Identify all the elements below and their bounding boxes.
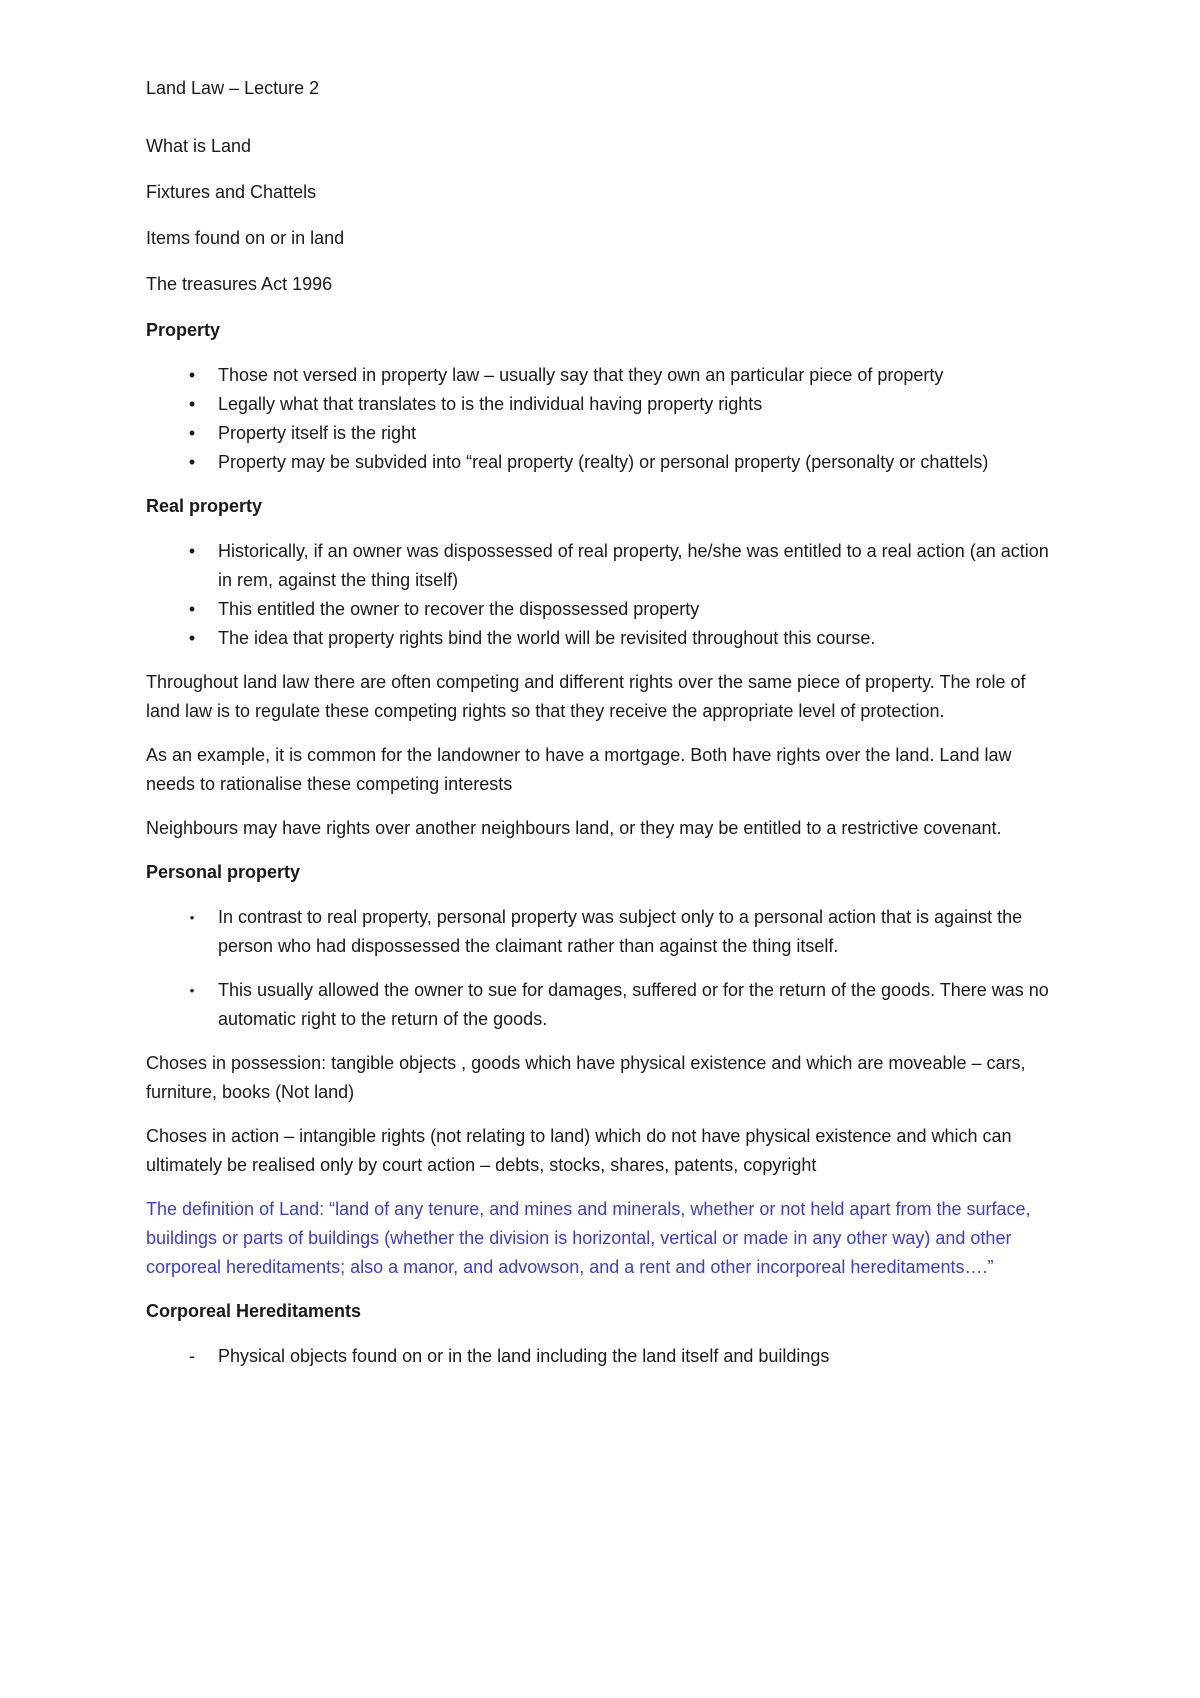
list-item: • The idea that property rights bind the world will be revisited throughout this course. — [146, 624, 1060, 653]
topic-what-is-land: What is Land — [146, 136, 252, 156]
paragraph-choses-in-possession: Choses in possession: tangible objects , goods which have physical existence and which are moveable – cars, furniture, books (Not land) — [146, 1053, 1026, 1102]
small-bullet-icon: • — [189, 983, 195, 998]
heading-real-property: Real property — [146, 496, 263, 516]
bullet-icon: • — [188, 394, 196, 414]
paragraph-neighbours: Neighbours may have rights over another neighbours land, or they may be entitled to a restrictive covenant. — [146, 818, 1002, 838]
topic-fixtures-chattels: Fixtures and Chattels — [146, 182, 317, 202]
paragraph-choses-in-action: Choses in action – intangible rights (not relating to land) which do not have physical existence and which can ultimately be realised only by court action – debts, stocks, shares, patents, copyright — [146, 1126, 1012, 1175]
property-bullet-list — [146, 361, 1060, 477]
land-definition-quote: The definition of Land: “land of any tenure, and mines and minerals, whether or not held apart from the surface, buildings or parts of buildings (whether the division is horizontal, vertical or made in any other way) and other corporeal hereditaments; also a manor, and advowson, and a rent and other incorporeal hereditaments….” — [146, 1199, 1031, 1277]
bullet-icon: • — [188, 599, 196, 619]
bullet-icon: • — [188, 628, 196, 648]
dash-icon: - — [189, 1346, 195, 1366]
list-item: • Property may be subvided into “real property (realty) or personal property (personalty or chattels) — [146, 448, 1060, 477]
paragraph-mortgage-example: As an example, it is common for the landowner to have a mortgage. Both have rights over the land. Land law needs to rationalise these competing interests — [146, 745, 1012, 794]
bullet-icon: • — [188, 541, 196, 561]
topic-items-found: Items found on or in land — [146, 228, 345, 248]
topic-treasures-act: The treasures Act 1996 — [146, 274, 333, 294]
list-item: • Those not versed in property law – usually say that they own an particular piece of property — [146, 361, 1060, 390]
list-item: • This entitled the owner to recover the dispossessed property — [146, 595, 1060, 624]
list-item: • This usually allowed the owner to sue for damages, suffered or for the return of the goods. There was no automatic right to the return of the goods. — [146, 976, 1060, 1034]
small-bullet-icon: • — [189, 910, 195, 925]
list-item: • Historically, if an owner was dispossessed of real property, he/she was entitled to a real action (an action in rem, against the thing itself) — [146, 537, 1060, 595]
real-property-bullet-list — [146, 537, 1060, 653]
paragraph-competing-rights: Throughout land law there are often competing and different rights over the same piece of property. The role of land law is to regulate these competing rights so that they receive the appropriate level of protection. — [146, 672, 1026, 721]
bullet-icon: • — [188, 365, 196, 385]
heading-property: Property — [146, 320, 221, 340]
heading-corporeal-hereditaments: Corporeal Hereditaments — [146, 1301, 362, 1321]
list-item: • Property itself is the right — [146, 419, 1060, 448]
list-item: • In contrast to real property, personal property was subject only to a personal action that is against the person who had dispossessed the claimant rather than against the thing itself. — [146, 903, 1060, 961]
corporeal-bullet-list — [146, 1342, 1060, 1371]
bullet-icon: • — [188, 452, 196, 472]
bullet-icon: • — [188, 423, 196, 443]
list-item: • Legally what that translates to is the individual having property rights — [146, 390, 1060, 419]
document-title: Land Law – Lecture 2 — [146, 78, 320, 98]
heading-personal-property: Personal property — [146, 862, 301, 882]
list-item: - Physical objects found on or in the land including the land itself and buildings — [146, 1342, 1060, 1371]
personal-property-bullet-list — [146, 903, 1060, 1034]
